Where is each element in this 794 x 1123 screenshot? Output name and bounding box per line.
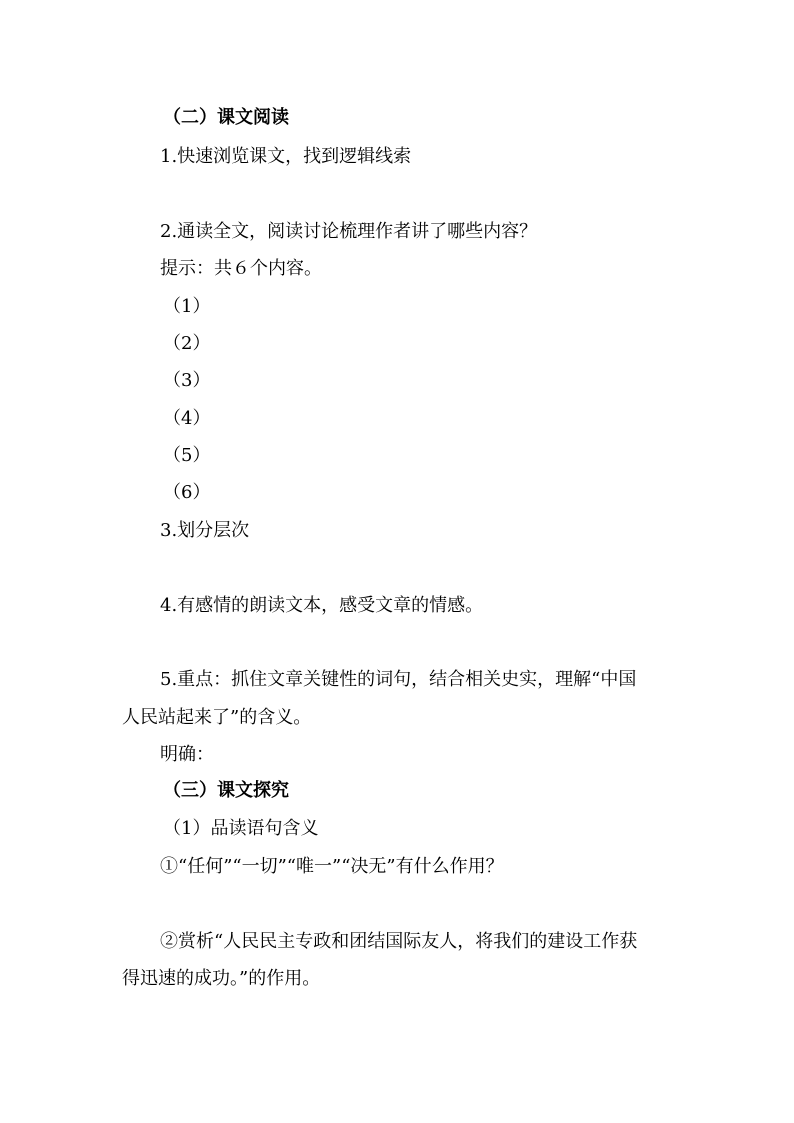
question-5-line-2: 人民站起来了”的含义。 bbox=[122, 707, 312, 728]
inquiry-question-2-line-2: 得迅速的成功。”的作用。 bbox=[122, 968, 321, 989]
list-item-3: （3） bbox=[163, 370, 211, 391]
question-1: 1.快速浏览课文，找到逻辑线索 bbox=[160, 146, 412, 167]
question-4: 4.有感情的朗读文本，感受文章的情感。 bbox=[160, 595, 484, 616]
question-5-line-1: 5.重点：抓住文章关键性的词句，结合相关史实，理解“中国 bbox=[160, 669, 637, 690]
list-item-1: （1） bbox=[163, 296, 211, 317]
inquiry-question-1: ①“任何”“一切”“唯一”“决无”有什么作用？ bbox=[160, 856, 504, 877]
list-item-6: （6） bbox=[163, 482, 211, 503]
list-item-5: （5） bbox=[163, 445, 211, 466]
question-2: 2.通读全文，阅读讨论梳理作者讲了哪些内容？ bbox=[160, 221, 538, 242]
list-item-2: （2） bbox=[163, 333, 211, 354]
subsection-1: （1）品读语句含义 bbox=[163, 818, 319, 839]
inquiry-question-2-line-1: ②赏析“人民民主专政和团结国际友人，将我们的建设工作获 bbox=[160, 931, 638, 952]
hint-text: 提示：共６个内容。 bbox=[160, 258, 322, 279]
question-3: 3.划分层次 bbox=[160, 520, 250, 541]
clarify-label: 明确： bbox=[160, 744, 214, 765]
list-item-4: （4） bbox=[163, 408, 211, 429]
section-heading-inquiry: （三）课文探究 bbox=[163, 780, 289, 801]
section-heading-reading: （二）课文阅读 bbox=[163, 107, 289, 128]
